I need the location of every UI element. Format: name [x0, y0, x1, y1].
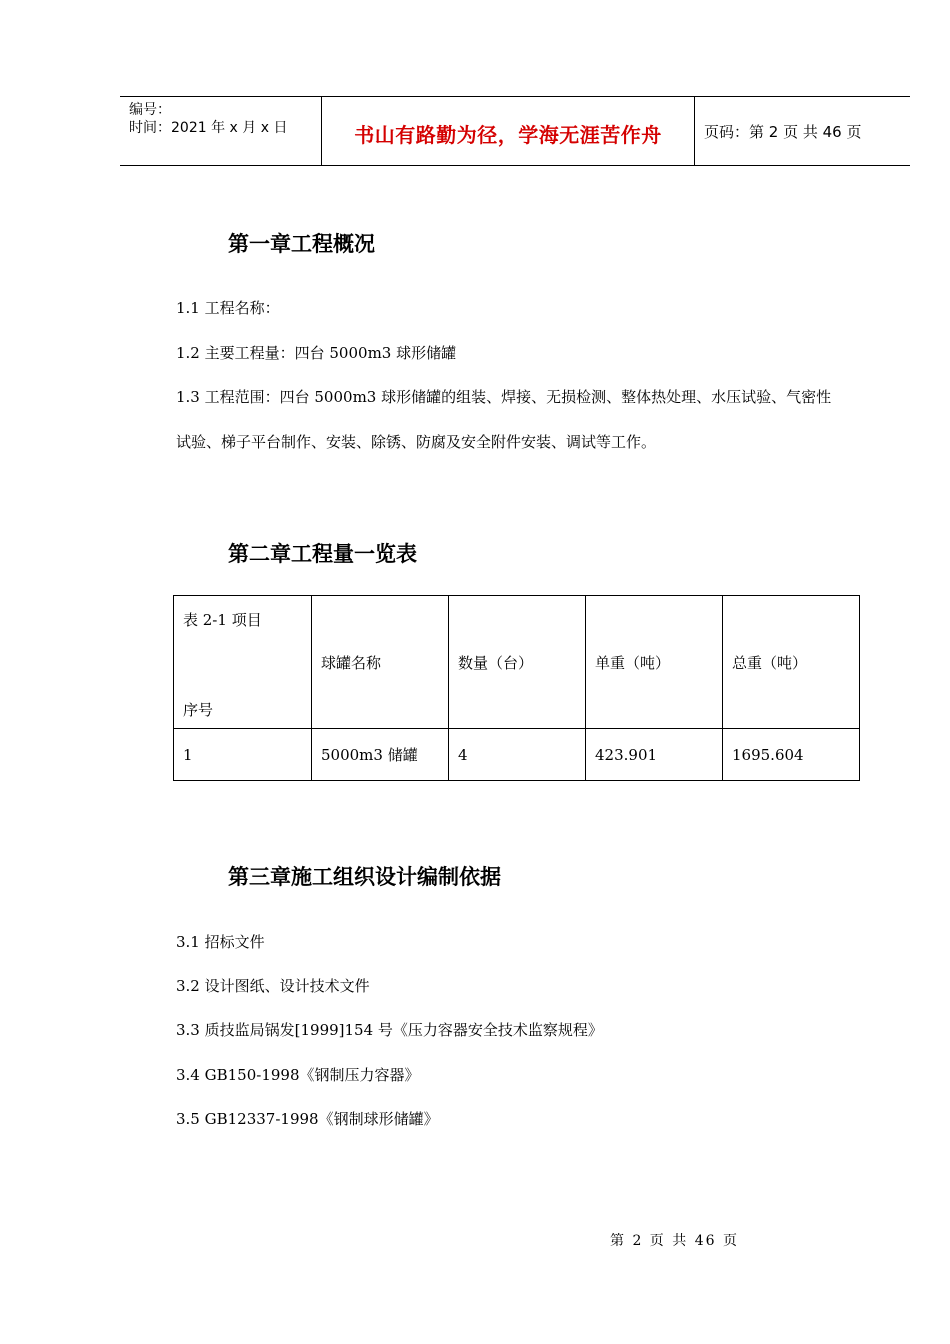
table-cell: 5000m3 储罐 — [312, 729, 449, 781]
table-corner-cell — [174, 596, 312, 729]
table-corner-top: 表 2-1 项目 — [183, 611, 262, 629]
chapter-3-title: 第三章施工组织设计编制依据 — [228, 864, 501, 889]
header-page-cell — [695, 97, 910, 165]
table-cell: 1 — [174, 729, 312, 781]
chapter-1-title: 第一章工程概况 — [228, 231, 375, 256]
table-row — [174, 729, 860, 781]
motto: 书山有路勤为径，学海无涯苦作舟 — [354, 123, 662, 147]
chapter-1-item: 试验、梯子平台制作、安装、除锈、防腐及安全附件安装、调试等工作。 — [176, 433, 657, 451]
chapter-2-title: 第二章工程量一览表 — [228, 541, 417, 566]
time-label: 时间：2021 年 x 月 x 日 — [129, 120, 288, 136]
page-footer: 第 2 页 共 46 页 — [610, 1233, 739, 1249]
table-header-cell: 球罐名称 — [312, 596, 449, 729]
table-cell: 1695.604 — [723, 729, 860, 781]
chapter-1-item: 1.3 工程范围：四台 5000m3 球形储罐的组装、焊接、无损检测、整体热处理、水压试验、气密性 — [176, 388, 832, 406]
table-header-cell: 单重（吨） — [586, 596, 723, 729]
table-header-row — [174, 596, 860, 729]
chapter-3-item: 3.3 质技监局锅发[1999]154 号《压力容器安全技术监察规程》 — [176, 1021, 603, 1039]
table-header-cell: 数量（台） — [449, 596, 586, 729]
chapter-3-item: 3.4 GB150-1998《钢制压力容器》 — [176, 1066, 420, 1084]
table-corner-bottom: 序号 — [183, 701, 214, 719]
chapter-1-item: 1.2 主要工程量：四台 5000m3 球形储罐 — [176, 344, 457, 362]
chapter-1-item: 1.1 工程名称： — [176, 299, 280, 317]
quantity-table — [173, 595, 860, 781]
chapter-3-item: 3.2 设计图纸、设计技术文件 — [176, 977, 370, 995]
table-header-cell: 总重（吨） — [723, 596, 860, 729]
table-cell: 423.901 — [586, 729, 723, 781]
header-motto-cell — [321, 97, 695, 165]
header-meta — [120, 97, 321, 165]
serial-label: 编号： — [129, 102, 171, 118]
chapter-3-item: 3.1 招标文件 — [176, 933, 265, 951]
table-cell: 4 — [449, 729, 586, 781]
header-page-info: 页码：第 2 页 共 46 页 — [704, 123, 862, 141]
chapter-3-item: 3.5 GB12337-1998《钢制球形储罐》 — [176, 1110, 439, 1128]
page-header — [120, 96, 910, 166]
